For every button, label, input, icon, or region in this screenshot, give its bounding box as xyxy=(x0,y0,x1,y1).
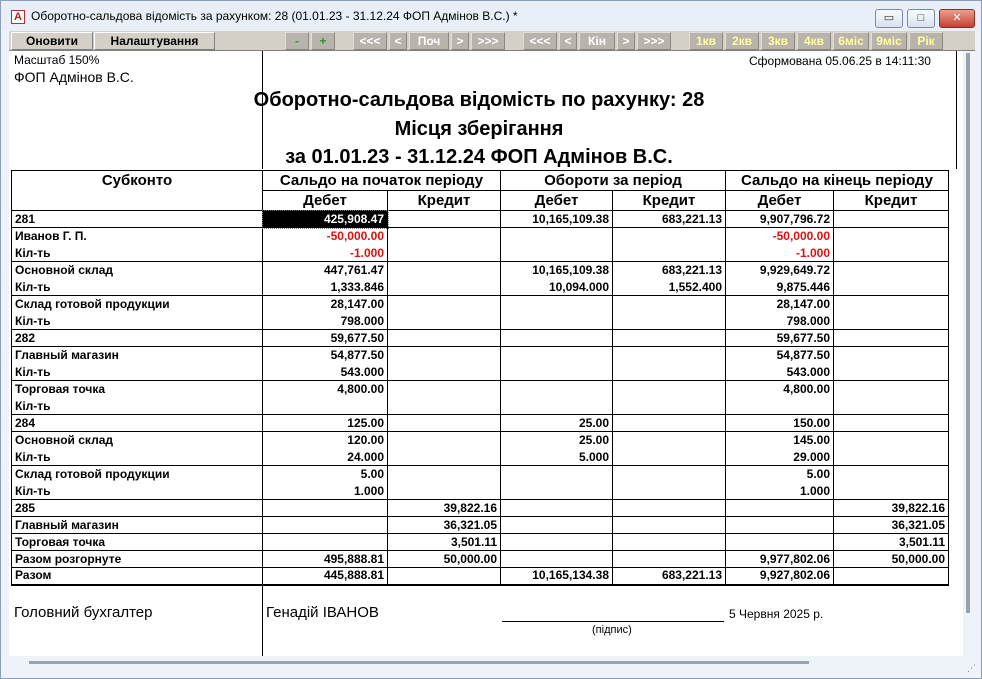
end-first-button[interactable]: <<< xyxy=(523,32,557,50)
cell-opening-credit[interactable] xyxy=(388,330,501,347)
footer-divider xyxy=(262,586,263,656)
cell-opening-debit[interactable]: 445,888.81 xyxy=(263,568,388,585)
cell-turnover-debit[interactable] xyxy=(501,534,613,551)
cell-closing-debit[interactable]: 145.00 xyxy=(726,432,834,449)
cell-closing-credit[interactable] xyxy=(834,364,949,381)
table-row xyxy=(12,313,949,330)
cell-turnover-credit[interactable] xyxy=(613,245,726,262)
row-label: Главный магазин xyxy=(12,517,263,534)
cell-turnover-credit[interactable] xyxy=(613,551,726,568)
row-label: Кіл-ть xyxy=(12,398,263,415)
report-area xyxy=(9,51,963,656)
row-label: Иванов Г. П. xyxy=(12,228,263,245)
cell-opening-credit[interactable]: 3,501.11 xyxy=(388,534,501,551)
cell-opening-credit[interactable] xyxy=(388,313,501,330)
table-row xyxy=(12,432,949,449)
window-title: Оборотно-сальдова відомість за рахунком: 28 (01.01.23 - 31.12.24 ФОП Адмінов В.С.) * xyxy=(31,9,518,23)
cell-turnover-debit[interactable] xyxy=(501,245,613,262)
row-label: 285 xyxy=(12,500,263,517)
cell-turnover-credit[interactable] xyxy=(613,483,726,500)
cell-closing-debit[interactable]: 5.00 xyxy=(726,466,834,483)
cell-closing-debit[interactable] xyxy=(726,517,834,534)
table-row xyxy=(12,534,949,551)
cell-closing-credit[interactable] xyxy=(834,211,949,228)
cell-turnover-credit[interactable] xyxy=(613,330,726,347)
cell-closing-debit[interactable]: 9,907,796.72 xyxy=(726,211,834,228)
cell-turnover-debit[interactable] xyxy=(501,347,613,364)
table-row xyxy=(12,551,949,568)
cell-turnover-debit[interactable]: 10,165,109.38 xyxy=(501,211,613,228)
cell-closing-debit[interactable]: 29.000 xyxy=(726,449,834,466)
table-row xyxy=(12,245,949,262)
cell-closing-credit[interactable] xyxy=(834,398,949,415)
cell-opening-credit[interactable] xyxy=(388,432,501,449)
cell-opening-credit[interactable] xyxy=(388,245,501,262)
turnover-table xyxy=(11,170,949,586)
vertical-scrollbar-thumb[interactable] xyxy=(966,53,970,613)
accountant-label: Головний бухгалтер xyxy=(14,604,153,621)
cell-opening-credit[interactable] xyxy=(388,381,501,398)
cell-turnover-debit[interactable] xyxy=(501,364,613,381)
table-row xyxy=(12,279,949,296)
cell-opening-credit[interactable]: 50,000.00 xyxy=(388,551,501,568)
cell-opening-credit[interactable] xyxy=(388,211,501,228)
table-row xyxy=(12,211,949,228)
cell-opening-debit[interactable]: 28,147.00 xyxy=(263,296,388,313)
cell-closing-debit[interactable]: 59,677.50 xyxy=(726,330,834,347)
cell-opening-debit[interactable]: -1.000 xyxy=(263,245,388,262)
header-divider-right xyxy=(956,51,957,169)
row-label: Кіл-ть xyxy=(12,279,263,296)
row-label: Склад готовой продукции xyxy=(12,296,263,313)
cell-opening-debit[interactable] xyxy=(263,500,388,517)
cell-opening-debit[interactable]: -50,000.00 xyxy=(263,228,388,245)
cell-turnover-credit[interactable] xyxy=(613,313,726,330)
header-opening: Сальдо на початок періоду xyxy=(263,171,501,191)
table-row xyxy=(12,228,949,245)
cell-closing-credit[interactable] xyxy=(834,466,949,483)
cell-turnover-credit[interactable] xyxy=(613,364,726,381)
cell-opening-credit[interactable] xyxy=(388,568,501,585)
cell-turnover-debit[interactable] xyxy=(501,330,613,347)
cell-turnover-credit[interactable] xyxy=(613,347,726,364)
cell-closing-debit[interactable]: 4,800.00 xyxy=(726,381,834,398)
cell-turnover-debit[interactable] xyxy=(501,398,613,415)
title-bar xyxy=(1,1,981,31)
signature-line xyxy=(502,621,724,622)
end-label: Кін xyxy=(579,32,615,50)
period-q4-button[interactable]: 4кв xyxy=(797,32,831,50)
table-row xyxy=(12,381,949,398)
cell-turnover-debit[interactable] xyxy=(501,296,613,313)
report-title: Оборотно-сальдова відомість по рахунку: 28 xyxy=(253,89,705,111)
table-row xyxy=(12,330,949,347)
cell-closing-debit[interactable]: 1.000 xyxy=(726,483,834,500)
zoom-in-button[interactable]: + xyxy=(311,32,335,50)
cell-opening-credit[interactable] xyxy=(388,466,501,483)
table-row xyxy=(12,262,949,279)
cell-opening-credit[interactable] xyxy=(388,449,501,466)
table-row xyxy=(12,500,949,517)
cell-closing-debit[interactable]: 28,147.00 xyxy=(726,296,834,313)
horizontal-scrollbar-thumb[interactable] xyxy=(29,661,809,664)
cell-turnover-credit[interactable] xyxy=(613,398,726,415)
cell-turnover-debit[interactable] xyxy=(501,313,613,330)
cell-opening-credit[interactable] xyxy=(388,347,501,364)
cell-closing-credit[interactable] xyxy=(834,330,949,347)
cell-opening-debit[interactable]: 447,761.47 xyxy=(263,262,388,279)
row-label: Кіл-ть xyxy=(12,245,263,262)
cell-turnover-credit[interactable] xyxy=(613,534,726,551)
cell-opening-debit[interactable] xyxy=(263,398,388,415)
cell-opening-credit[interactable]: 36,321.05 xyxy=(388,517,501,534)
cell-turnover-debit[interactable] xyxy=(501,228,613,245)
cell-closing-credit[interactable]: 39,822.16 xyxy=(834,500,949,517)
cell-turnover-debit[interactable]: 10,165,134.38 xyxy=(501,568,613,585)
cell-closing-credit[interactable]: 3,501.11 xyxy=(834,534,949,551)
cell-opening-debit[interactable]: 24.000 xyxy=(263,449,388,466)
cell-closing-credit[interactable] xyxy=(834,432,949,449)
cell-opening-debit[interactable]: 543.000 xyxy=(263,364,388,381)
cell-opening-credit[interactable] xyxy=(388,483,501,500)
cell-closing-credit[interactable] xyxy=(834,347,949,364)
signature-date: 5 Червня 2025 р. xyxy=(729,607,824,621)
firm-name: ФОП Адмінов В.С. xyxy=(14,69,134,85)
cell-turnover-credit[interactable] xyxy=(613,296,726,313)
cell-closing-credit[interactable] xyxy=(834,415,949,432)
cell-opening-debit[interactable]: 54,877.50 xyxy=(263,347,388,364)
row-label: Кіл-ть xyxy=(12,364,263,381)
row-label: Основной склад xyxy=(12,262,263,279)
cell-closing-debit[interactable]: 543.000 xyxy=(726,364,834,381)
header-turnover-credit: Кредит xyxy=(613,191,726,211)
cell-closing-credit[interactable] xyxy=(834,296,949,313)
table-row xyxy=(12,347,949,364)
table-row xyxy=(12,449,949,466)
cell-closing-credit[interactable] xyxy=(834,568,949,585)
cell-closing-credit[interactable] xyxy=(834,313,949,330)
row-label: Главный магазин xyxy=(12,347,263,364)
signature-caption: (підпис) xyxy=(592,624,632,636)
table-row xyxy=(12,364,949,381)
cell-closing-credit[interactable] xyxy=(834,228,949,245)
table-row xyxy=(12,568,949,585)
cell-turnover-credit[interactable] xyxy=(613,415,726,432)
cell-opening-debit[interactable] xyxy=(263,534,388,551)
accountant-name: Генадій ІВАНОВ xyxy=(266,604,379,621)
cell-closing-credit[interactable] xyxy=(834,449,949,466)
start-next-button[interactable]: > xyxy=(451,32,469,50)
minimize-button[interactable]: ▭ xyxy=(875,9,903,28)
cell-turnover-credit[interactable] xyxy=(613,432,726,449)
cell-closing-debit[interactable]: 9,977,802.06 xyxy=(726,551,834,568)
table-row xyxy=(12,415,949,432)
cell-opening-debit[interactable]: 495,888.81 xyxy=(263,551,388,568)
cell-turnover-debit[interactable] xyxy=(501,517,613,534)
cell-closing-debit[interactable]: 798.000 xyxy=(726,313,834,330)
cell-opening-credit[interactable] xyxy=(388,262,501,279)
cell-opening-debit[interactable]: 4,800.00 xyxy=(263,381,388,398)
row-label: 284 xyxy=(12,415,263,432)
cell-closing-debit[interactable]: 9,875.446 xyxy=(726,279,834,296)
row-label: Кіл-ть xyxy=(12,313,263,330)
cell-closing-debit[interactable] xyxy=(726,398,834,415)
cell-opening-debit[interactable]: 1.000 xyxy=(263,483,388,500)
table-row xyxy=(12,296,949,313)
report-subtitle: Місця зберігання xyxy=(394,118,564,140)
row-label: Разом xyxy=(12,568,263,585)
row-label: Торговая точка xyxy=(12,381,263,398)
cell-turnover-debit[interactable]: 25.00 xyxy=(501,415,613,432)
header-turnover-debit: Дебет xyxy=(501,191,613,211)
app-logo-icon: A xyxy=(11,10,25,24)
header-subconto-cont xyxy=(12,191,263,211)
period-6m-button[interactable]: 6міс xyxy=(833,32,869,50)
formed-timestamp: Сформована 05.06.25 в 14:11:30 xyxy=(749,54,931,68)
start-first-button[interactable]: <<< xyxy=(353,32,387,50)
cell-turnover-debit[interactable] xyxy=(501,500,613,517)
start-last-button[interactable]: >>> xyxy=(471,32,505,50)
cell-opening-credit[interactable] xyxy=(388,364,501,381)
row-label: Основной склад xyxy=(12,432,263,449)
end-prev-button[interactable]: < xyxy=(559,32,577,50)
end-next-button[interactable]: > xyxy=(617,32,635,50)
cell-closing-debit[interactable]: 9,929,649.72 xyxy=(726,262,834,279)
cell-closing-credit[interactable]: 36,321.05 xyxy=(834,517,949,534)
zoom-out-button[interactable]: - xyxy=(285,32,309,50)
cell-turnover-debit[interactable] xyxy=(501,483,613,500)
cell-closing-debit[interactable]: -1.000 xyxy=(726,245,834,262)
period-year-button[interactable]: Рік xyxy=(909,32,943,50)
cell-closing-credit[interactable] xyxy=(834,483,949,500)
row-label: Кіл-ть xyxy=(12,449,263,466)
cell-closing-credit[interactable] xyxy=(834,381,949,398)
cell-turnover-credit[interactable] xyxy=(613,381,726,398)
end-last-button[interactable]: >>> xyxy=(637,32,671,50)
cell-turnover-credit[interactable] xyxy=(613,466,726,483)
cell-turnover-credit[interactable] xyxy=(613,449,726,466)
table-row xyxy=(12,466,949,483)
cell-turnover-credit[interactable]: 683,221.13 xyxy=(613,262,726,279)
period-q1-button[interactable]: 1кв xyxy=(689,32,723,50)
cell-turnover-credit[interactable]: 683,221.13 xyxy=(613,211,726,228)
period-q3-button[interactable]: 3кв xyxy=(761,32,795,50)
cell-opening-debit[interactable]: 1,333.846 xyxy=(263,279,388,296)
cell-closing-debit[interactable] xyxy=(726,500,834,517)
period-9m-button[interactable]: 9міс xyxy=(871,32,907,50)
header-subconto: Субконто xyxy=(12,171,263,191)
cell-closing-credit[interactable]: 50,000.00 xyxy=(834,551,949,568)
table-row xyxy=(12,517,949,534)
row-label: Склад готовой продукции xyxy=(12,466,263,483)
cell-opening-credit[interactable] xyxy=(388,415,501,432)
period-q2-button[interactable]: 2кв xyxy=(725,32,759,50)
header-closing-debit: Дебет xyxy=(726,191,834,211)
cell-closing-debit[interactable]: 150.00 xyxy=(726,415,834,432)
cell-turnover-debit[interactable] xyxy=(501,381,613,398)
cell-opening-credit[interactable] xyxy=(388,228,501,245)
refresh-button[interactable]: Оновити xyxy=(11,32,93,50)
header-opening-credit: Кредит xyxy=(388,191,501,211)
cell-opening-debit[interactable]: 59,677.50 xyxy=(263,330,388,347)
start-prev-button[interactable]: < xyxy=(389,32,407,50)
cell-turnover-debit[interactable]: 10,165,109.38 xyxy=(501,262,613,279)
cell-closing-debit[interactable]: 54,877.50 xyxy=(726,347,834,364)
cell-turnover-debit[interactable]: 10,094.000 xyxy=(501,279,613,296)
cell-closing-debit[interactable]: -50,000.00 xyxy=(726,228,834,245)
start-label: Поч xyxy=(409,32,449,50)
cell-turnover-debit[interactable]: 25.00 xyxy=(501,432,613,449)
cell-closing-debit[interactable] xyxy=(726,534,834,551)
cell-opening-credit[interactable] xyxy=(388,296,501,313)
cell-opening-debit[interactable]: 125.00 xyxy=(263,415,388,432)
cell-opening-debit[interactable]: 5.00 xyxy=(263,466,388,483)
cell-opening-debit[interactable]: 425,908.47 xyxy=(263,211,388,228)
cell-turnover-debit[interactable]: 5.000 xyxy=(501,449,613,466)
row-label: 282 xyxy=(12,330,263,347)
cell-closing-debit[interactable]: 9,927,802.06 xyxy=(726,568,834,585)
cell-turnover-debit[interactable] xyxy=(501,551,613,568)
header-closing: Сальдо на кінець періоду xyxy=(726,171,949,191)
cell-turnover-credit[interactable]: 683,221.13 xyxy=(613,568,726,585)
settings-button[interactable]: Налаштування xyxy=(94,32,215,50)
scale-label: Масштаб 150% xyxy=(14,53,100,67)
cell-closing-credit[interactable] xyxy=(834,262,949,279)
header-opening-debit: Дебет xyxy=(263,191,388,211)
header-turnover: Обороти за період xyxy=(501,171,726,191)
row-label: 281 xyxy=(12,211,263,228)
row-label: Торговая точка xyxy=(12,534,263,551)
toolbar xyxy=(9,31,975,51)
table-row xyxy=(12,398,949,415)
close-button[interactable]: ✕ xyxy=(939,9,975,28)
cell-opening-debit[interactable]: 120.00 xyxy=(263,432,388,449)
cell-opening-credit[interactable] xyxy=(388,398,501,415)
table-row xyxy=(12,483,949,500)
cell-turnover-credit[interactable] xyxy=(613,500,726,517)
cell-turnover-credit[interactable] xyxy=(613,228,726,245)
cell-turnover-credit[interactable]: 1,552.400 xyxy=(613,279,726,296)
cell-turnover-debit[interactable] xyxy=(501,466,613,483)
cell-opening-debit[interactable] xyxy=(263,517,388,534)
report-period: за 01.01.23 - 31.12.24 ФОП Адмінов В.С. xyxy=(285,146,673,168)
cell-opening-debit[interactable]: 798.000 xyxy=(263,313,388,330)
row-label: Кіл-ть xyxy=(12,483,263,500)
resize-grip-icon[interactable]: ⋰ xyxy=(967,663,976,673)
row-label: Разом розгорнуте xyxy=(12,551,263,568)
cell-closing-credit[interactable] xyxy=(834,245,949,262)
maximize-button[interactable]: □ xyxy=(907,9,935,28)
cell-closing-credit[interactable] xyxy=(834,279,949,296)
cell-opening-credit[interactable]: 39,822.16 xyxy=(388,500,501,517)
cell-turnover-credit[interactable] xyxy=(613,517,726,534)
header-closing-credit: Кредит xyxy=(834,191,949,211)
cell-opening-credit[interactable] xyxy=(388,279,501,296)
